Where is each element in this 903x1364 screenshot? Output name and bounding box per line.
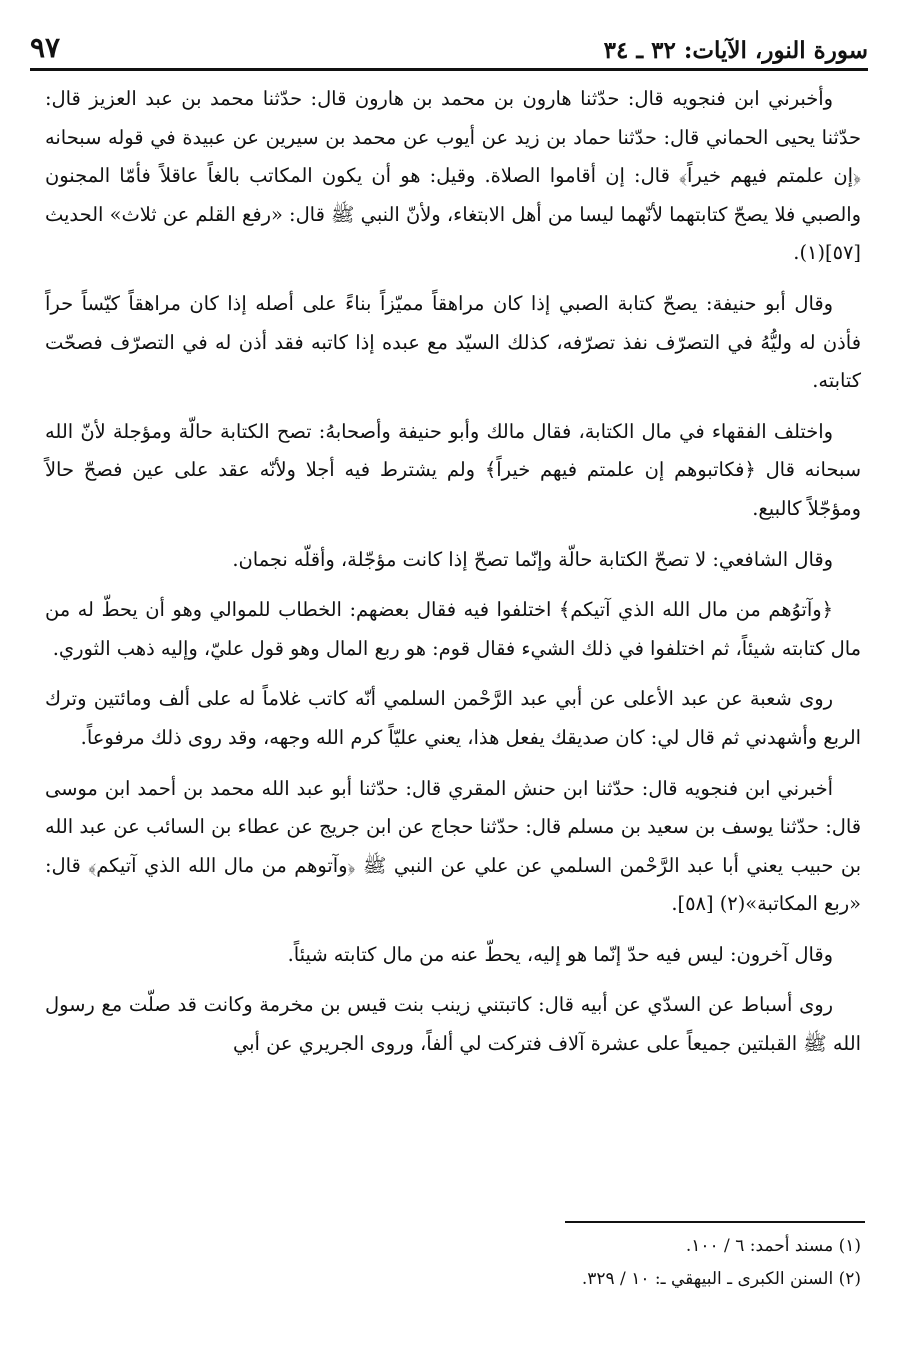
paragraph: روى أسباط عن السدّي عن أبيه قال: كاتبتني زينب بنت قيس بن مخرمة وكانت قد صلّت مع رسول الله ﷺ القبلتين جميعاً على عشرة آلاف فتركت لي ألفاً، وروى الجريري عن أبي	[45, 993, 861, 1056]
running-title: سورة النور، الآيات: ٣٢ ـ ٣٤	[603, 37, 868, 64]
footnote-divider	[565, 1221, 865, 1223]
paragraph: روى شعبة عن عبد الأعلى عن أبي عبد الرَّحْمن السلمي أنّه كاتب غلاماً له على ألف ومائتين وترك الربع وأشهدني ثم قال لي: كان صديقك يفعل هذا، يعني عليّاً كرم الله وجهه، وقد روى ذلك مرفوعاً.	[45, 687, 861, 749]
paragraph: أخبرني ابن فنجويه قال: حدّثنا ابن حنش المقري قال: حدّثنا أبو عبد الله محمد بن أحمد ابن موسى قال: حدّثنا يوسف بن سعيد بن مسلم قال: حدّثنا حجاج عن ابن جريج عن عطاء بن السائب عن عبد الله بن حبيب يعني أبا عبد الرَّحْمن السلمي عن علي عن النبي ﷺ ﴿وآتوهم من مال الله الذي آتيكم﴾ قال: «ربع المكاتبة»(٢) [٥٨].	[45, 776, 861, 916]
paragraph: وقال الشافعي: لا تصحّ الكتابة حالّة وإنّما تصحّ إذا كانت مؤجّلة، وأقلّه نجمان.	[232, 547, 833, 571]
main-text	[45, 80, 861, 1076]
paragraph: وقال آخرون: ليس فيه حدّ إنّما هو إليه، يحطّ عنه من مال كتابته شيئاً.	[287, 942, 833, 966]
page-number: ٩٧	[30, 31, 61, 64]
page-header	[30, 24, 868, 64]
paragraph: وقال أبو حنيفة: يصحّ كتابة الصبي إذا كان مراهقاً مميّزاً بناءً على أصله إذا كان مراهقاً كيّساً حراً فأذن له وليُّهُ في التصرّف نفذ تصرّفه، كذلك السيّد مع عبده إذا كاتبه فقد أذن له في التصرّف فصحّت كتابته.	[45, 291, 861, 393]
paragraph: واختلف الفقهاء في مال الكتابة، فقال مالك وأبو حنيفة وأصحابهُ: تصح الكتابة حالّة ومؤجلة لأنّ الله سبحانه قال ﴿فكاتبوهم إن علمتم فيهم خيراً﴾ ولم يشترط فيه أجلا ولأنّه عقد على عين فصحّ حالاً ومؤجّلاً كالبيع.	[45, 419, 861, 520]
footnote: (١) مسند أحمد: ٦ / ١٠٠.	[685, 1236, 861, 1256]
footnotes	[300, 1230, 861, 1296]
header-divider	[30, 68, 868, 71]
paragraph: ﴿وآتوُهم من مال الله الذي آتيكم﴾ اختلفوا فيه فقال بعضهم: الخطاب للموالي وهو أن يحطّ له من مال كتابته شيئاً، ثم اختلفوا في ذلك الشيء فقال قوم: هو ربع المال وهو قول عليّ، وإليه ذهب الثوري.	[45, 598, 861, 660]
footnote: (٢) السنن الكبرى ـ البيهقي ـ: ١٠ / ٣٢٩.	[581, 1269, 861, 1289]
paragraph: وأخبرني ابن فنجويه قال: حدّثنا هارون بن محمد بن هارون قال: حدّثنا محمد بن عبد العزيز قال: حدّثنا يحيى الحماني قال: حدّثنا حماد بن زيد عن أيوب عن محمد بن سيرين عن عبيدة في قوله سبحانه ﴿إن علمتم فيهم خيراً﴾ قال: إن أقاموا الصلاة. وقيل: هو أن يكون المكاتب بالغاً عاقلاً فأمّا المجنون والصبي فلا يصحّ كتابتهما لأنّهما ليسا من أهل الابتغاء، ولأنّ النبي ﷺ قال: «رفع القلم عن ثلاث» الحديث [٥٧](١).	[45, 87, 861, 265]
